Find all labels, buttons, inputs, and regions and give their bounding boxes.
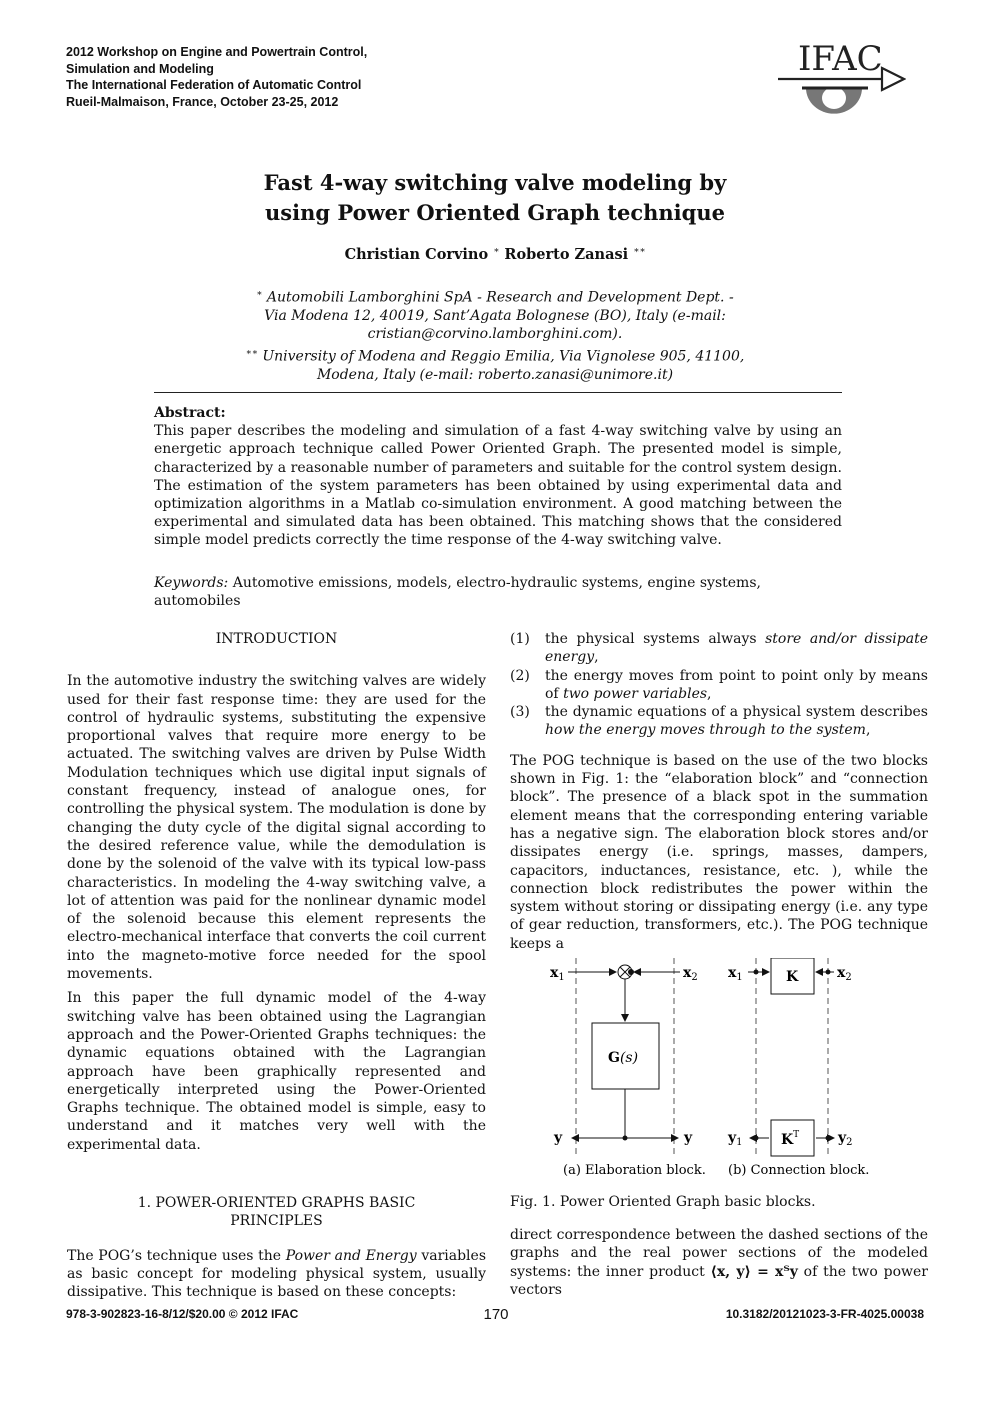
concept-text: the physical systems always bbox=[545, 631, 766, 647]
section-1-emphasis: Power and Energy bbox=[285, 1247, 417, 1264]
title-divider bbox=[154, 392, 842, 393]
label-conn-y1: $y_1$ bbox=[728, 1130, 743, 1148]
affiliation-1-line-3: cristian@corvino.lamborghini.com). bbox=[367, 326, 623, 343]
keywords-label: Keywords: bbox=[154, 575, 229, 591]
author-mark-1: ∗ bbox=[493, 246, 500, 257]
conference-header bbox=[66, 44, 367, 110]
keywords-text: Automotive emissions, models, electro-hydraulic systems, engine systems, automobiles bbox=[154, 575, 761, 610]
ifac-logo bbox=[776, 38, 906, 126]
concept-punct: , bbox=[594, 649, 599, 666]
abstract-heading: Abstract: bbox=[154, 405, 226, 421]
concept-emphasis: two power variables bbox=[563, 685, 708, 702]
inner-product-math: ⟨x, y⟩ = xᵀy bbox=[710, 1263, 798, 1280]
pog-blocks-paragraph: The POG technique is based on the use of the two blocks shown in Fig. 1: the “elaboration block” and “connection block”. The presence of a black spot in the summation element means that the corresponding entering variable has a negative sign. The elaboration block stores and/or dissipates energy (i.e. springs, masses, dampers, capacitors, inductances, resistance, etc. ), while the connection block redistributes the power within the system without storing or dissipating energy (i.e. any type of gear reduction, transformers, etc.). The POG technique keeps a bbox=[510, 752, 928, 952]
concept-number: (3) bbox=[510, 704, 530, 721]
footer-doi: 10.3182/20121023-3-FR-4025.00038 bbox=[725, 1307, 924, 1321]
intro-paragraph-2: In this paper the full dynamic model of the 4-way switching valve has been obtained using the Lagrangian approach and the Power-Oriented Graphs techniques: the dynamic equations obtained with the Lagrangian approach have been graphically represented and energetically interpreted using the Power-Oriented Graphs technique. The obtained model is simple, easy to understand and it matches very well with the experimental data. bbox=[67, 990, 486, 1153]
figure-1-pog-blocks bbox=[540, 958, 880, 1180]
concept-punct: , bbox=[707, 685, 712, 702]
section-1-heading-line-1: 1. POWER-ORIENTED GRAPHS BASIC bbox=[137, 1195, 416, 1212]
conference-line-1: 2012 Workshop on Engine and Powertrain Control, bbox=[66, 45, 368, 59]
affiliation-2-line-2: Modena, Italy (e-mail: roberto.zanasi@unimore.it) bbox=[316, 366, 674, 383]
logo-text: IFAC bbox=[798, 39, 883, 79]
label-K: K bbox=[786, 969, 799, 985]
continuation-text-b: of the two power vectors bbox=[510, 1263, 928, 1298]
figure-1-caption: Fig. 1. Power Oriented Graph basic blocks. bbox=[510, 1194, 816, 1210]
section-1-text-a: The POG’s technique uses the bbox=[67, 1247, 286, 1264]
concept-number: (2) bbox=[510, 667, 530, 684]
conference-line-3: The International Federation of Automatic Control bbox=[66, 78, 362, 92]
concept-text: the dynamic equations of a physical system describes bbox=[545, 704, 928, 721]
label-KT: $K^T$ bbox=[781, 1130, 800, 1148]
label-y-right: y bbox=[684, 1130, 693, 1146]
label-y-left: y bbox=[554, 1130, 563, 1146]
concept-number: (1) bbox=[510, 631, 530, 647]
abstract bbox=[154, 404, 842, 550]
author-mark-2: ∗∗ bbox=[633, 246, 646, 257]
concept-item-2 bbox=[510, 667, 928, 704]
title-line-2: using Power Oriented Graph technique bbox=[265, 200, 725, 225]
concept-text: the energy moves from point to point only by means of bbox=[545, 667, 928, 702]
keywords bbox=[154, 574, 842, 610]
affiliation-1-line-1: Automobili Lamborghini SpA - Research and Development Dept. - bbox=[266, 289, 734, 306]
author-name-2: Roberto Zanasi bbox=[504, 246, 629, 263]
introduction-heading: INTRODUCTION bbox=[215, 631, 338, 647]
concept-item-3 bbox=[510, 703, 928, 740]
left-column bbox=[67, 630, 486, 1302]
footer-isbn: 978-3-902823-16-8/12/$20.00 © 2012 IFAC bbox=[66, 1307, 299, 1321]
elaboration-block-diagram bbox=[550, 958, 706, 1178]
right-column bbox=[510, 630, 928, 953]
subcaption-a: (a) Elaboration block. bbox=[563, 1163, 706, 1178]
section-1-text-b: variables as basic concept for modeling physical system, usually dissipative. This technique is based on these concepts: bbox=[67, 1247, 486, 1301]
concept-punct: , bbox=[865, 722, 871, 739]
intro-paragraph-1: In the automotive industry the switching valves are widely used for their fast response time: they are used for the control of hydraulic systems, substituting the expensive proportional valves that require more energy to be actuated. The switching valves are driven by Pulse Width Modulation techniques which use digital input signals of constant frequency, instead of analogue ones, for controlling the physical system. The modulation is done by changing the duty cycle of the digital signal according to the desired reference value, while the demodulation is done by the solenoid of the valve with its typical low-pass characteristics. In modeling the 4-way switching valve, a lot of attention was paid for the nonlinear dynamic model of the solenoid because this element represents the electro-mechanical interface that converts the coil current into the magneto-motive force needed for the spool movements. bbox=[67, 673, 486, 983]
connection-block-diagram bbox=[727, 958, 869, 1178]
affiliations bbox=[150, 285, 840, 384]
label-x1: $x_1$ bbox=[550, 965, 565, 983]
author-list bbox=[150, 246, 840, 263]
affiliation-mark-1: ∗ bbox=[256, 289, 263, 299]
section-1-heading-line-2: PRINCIPLES bbox=[230, 1213, 323, 1230]
concept-emphasis: store and/or dissipate energy bbox=[545, 631, 928, 666]
author-name-1: Christian Corvino bbox=[344, 246, 489, 263]
concept-item-1 bbox=[510, 630, 928, 667]
right-column-continued bbox=[510, 1226, 928, 1299]
affiliation-mark-2: ∗∗ bbox=[245, 347, 258, 358]
label-conn-x2: $x_2$ bbox=[837, 965, 852, 983]
concept-emphasis: how the energy moves through to the system bbox=[545, 722, 866, 739]
subcaption-b: (b) Connection block. bbox=[728, 1163, 870, 1178]
label-conn-y2: $y_2$ bbox=[838, 1130, 853, 1148]
paper-title bbox=[150, 168, 840, 228]
conference-line-4: Rueil-Malmaison, France, October 23-25, 2012 bbox=[66, 94, 339, 109]
section-1-paragraph bbox=[67, 1247, 486, 1302]
continuation-text-a: direct correspondence between the dashed sections of the graphs and the real power sections of the modeled systems: the inner product bbox=[510, 1227, 928, 1280]
label-Gs: G(s) bbox=[608, 1050, 639, 1066]
section-1-heading bbox=[67, 1194, 486, 1231]
affiliation-2-line-1: University of Modena and Reggio Emilia, Via Vignolese 905, 41100, bbox=[262, 348, 745, 365]
page-number: 170 bbox=[483, 1306, 509, 1323]
abstract-text: This paper describes the modeling and simulation of a fast 4-way switching valve by using an energetic approach technique called Power Oriented Graph. The presented model is simple, characterized by a reasonable number of parameters and suitable for the control system design. The estimation of the system parameters has been obtained by using experimental data and optimization algorithms in a Matlab co-simulation environment. A good matching between the experimental and simulated data has been obtained. This matching shows that the considered simple model predicts correctly the time response of the 4-way switching valve. bbox=[154, 423, 842, 549]
title-line-1: Fast 4-way switching valve modeling by bbox=[263, 170, 727, 195]
conference-line-2: Simulation and Modeling bbox=[66, 61, 214, 76]
label-x2: $x_2$ bbox=[683, 965, 698, 983]
affiliation-1-line-2: Via Modena 12, 40019, Sant’Agata Bolognese (BO), Italy (e-mail: bbox=[264, 307, 726, 324]
label-conn-x1: $x_1$ bbox=[728, 965, 743, 983]
